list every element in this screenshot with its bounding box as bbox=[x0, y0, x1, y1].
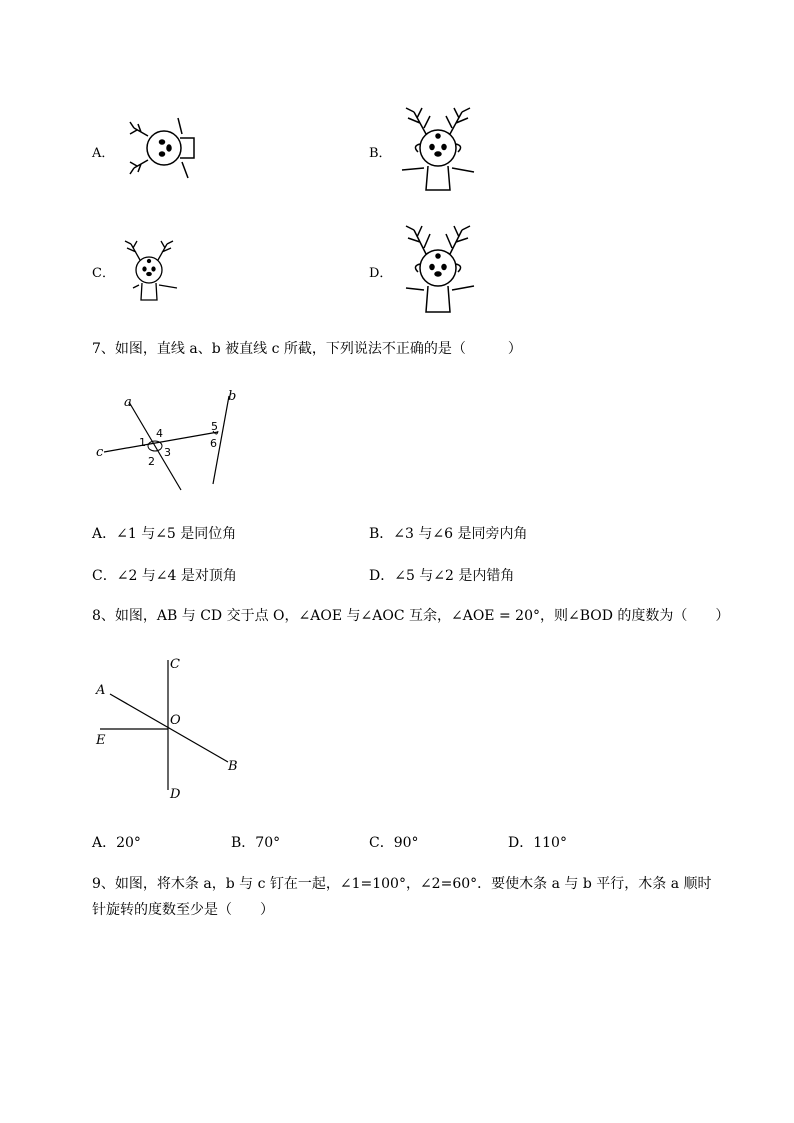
q8-option-a: A．20° bbox=[92, 835, 141, 851]
q6-option-c-label: C． bbox=[92, 266, 115, 281]
q8-stem: 8、如图，AB 与 CD 交于点 O，∠AOE 与∠AOC 互余，∠AOE = 20°，则∠BOD 的度数为（ ） bbox=[92, 608, 730, 624]
q7-option-c: C．∠2 与∠4 是对顶角 bbox=[92, 568, 237, 584]
q7-angle-4: 4 bbox=[156, 427, 163, 440]
q8-label-c: C bbox=[170, 657, 180, 672]
q6-option-d-label: D． bbox=[369, 266, 393, 281]
q7-label-b: b bbox=[228, 389, 237, 404]
q6-option-d-deer-image bbox=[396, 222, 480, 316]
q9-stem-line2: 针旋转的度数至少是（ ） bbox=[92, 902, 274, 918]
q8-label-b: B bbox=[228, 759, 238, 774]
q6-option-a-label: A． bbox=[92, 146, 115, 161]
q7-angle-1: 1 bbox=[139, 436, 146, 449]
q7-angle-2: 2 bbox=[148, 455, 155, 468]
q7-angle-3: 3 bbox=[164, 446, 171, 459]
q8-figure bbox=[92, 652, 252, 804]
q7-angle-5: 5 bbox=[211, 420, 218, 433]
q8-option-c: C．90° bbox=[369, 835, 419, 851]
q7-option-a: A．∠1 与∠5 是同位角 bbox=[92, 526, 237, 542]
q6-option-b-label: B． bbox=[369, 146, 392, 161]
q8-label-d: D bbox=[170, 787, 181, 802]
q6-option-c-deer-image bbox=[118, 234, 184, 304]
q7-figure bbox=[94, 384, 254, 494]
q7-option-d: D．∠5 与∠2 是内错角 bbox=[369, 568, 515, 584]
q7-label-c: c bbox=[96, 445, 104, 460]
q7-angle-6: 6 bbox=[210, 437, 217, 450]
q7-stem: 7、如图，直线 a、b 被直线 c 所截，下列说法不正确的是（ ） bbox=[92, 341, 522, 357]
q8-label-a: A bbox=[96, 683, 106, 698]
q9-stem-line1: 9、如图，将木条 a，b 与 c 钉在一起，∠1=100°，∠2=60°．要使木条 a 与 b 平行，木条 a 顺时 bbox=[92, 876, 712, 892]
q8-label-o: O bbox=[170, 713, 181, 728]
q8-option-d: D．110° bbox=[508, 835, 567, 851]
q7-option-b: B．∠3 与∠6 是同旁内角 bbox=[369, 526, 528, 542]
q6-option-a-deer-image bbox=[112, 104, 208, 192]
q8-line-ab bbox=[110, 694, 228, 762]
q8-option-b: B．70° bbox=[231, 835, 281, 851]
q8-label-e: E bbox=[96, 733, 106, 748]
q6-option-b-deer-image bbox=[396, 104, 480, 194]
q7-label-a: a bbox=[124, 395, 132, 410]
